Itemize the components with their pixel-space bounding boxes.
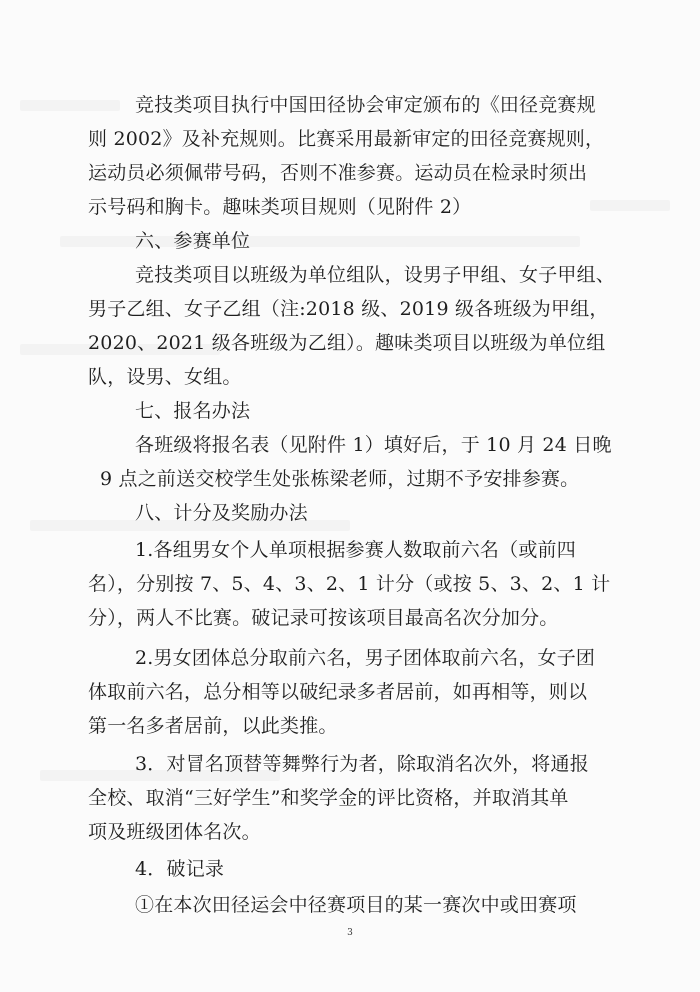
text-line: 示号码和胸卡。趣味类项目规则（见附件 2）: [88, 196, 472, 218]
text-line: 9 点之前送交校学生处张栋梁老师，过期不予安排参赛。: [100, 468, 580, 490]
text-line: 全校、取消“三好学生”和奖学金的评比资格，并取消其单: [88, 787, 569, 809]
section-heading: 八、计分及奖励办法: [135, 502, 308, 524]
text-line: 3．对冒名顶替等舞弊行为者，除取消名次外，将通报: [135, 753, 589, 775]
text-line: 项及班级团体名次。: [88, 821, 261, 843]
text-line: 队，设男、女组。: [88, 366, 242, 388]
page-number: 3: [347, 928, 353, 938]
bleed-through-mark: [20, 100, 120, 111]
text-line: 运动员必须佩带号码，否则不准参赛。运动员在检录时须出: [88, 162, 588, 184]
text-line: 2020、2021 级各班级为乙组）。趣味类项目以班级为单位组: [88, 332, 606, 354]
text-line: 男子乙组、女子乙组（注:2018 级、2019 级各班级为甲组，: [88, 298, 609, 320]
text-line: 体取前六名，总分相等以破纪录多者居前，如再相等，则以: [88, 681, 588, 703]
text-line: 各班级将报名表（见附件 1）填好后，于 10 月 24 日晚: [135, 434, 612, 456]
text-line: 第一名多者居前，以此类推。: [88, 715, 338, 737]
section-heading: 七、报名办法: [135, 400, 251, 422]
text-line: 1.各组男女个人单项根据参赛人数取前六名（或前四: [135, 539, 576, 561]
text-line: 竞技类项目执行中国田径协会审定颁布的《田径竞赛规: [135, 94, 596, 116]
section-heading: 4．破记录: [135, 858, 225, 880]
text-line: 则 2002》及补充规则。比赛采用最新审定的田径竞赛规则，: [88, 128, 605, 150]
text-line: ①在本次田径运会中径赛项目的某一赛次中或田赛项: [135, 894, 577, 916]
section-heading: 六、参赛单位: [135, 230, 251, 252]
text-line: 名），分别按 7、5、4、3、2、1 计分（或按 5、3、2、1 计: [88, 573, 611, 595]
text-line: 分），两人不比赛。破记录可按该项目最高名次分加分。: [88, 607, 559, 629]
text-line: 竞技类项目以班级为单位组队，设男子甲组、女子甲组、: [135, 264, 616, 286]
text-line: 2.男女团体总分取前六名，男子团体取前六名，女子团: [135, 647, 596, 669]
